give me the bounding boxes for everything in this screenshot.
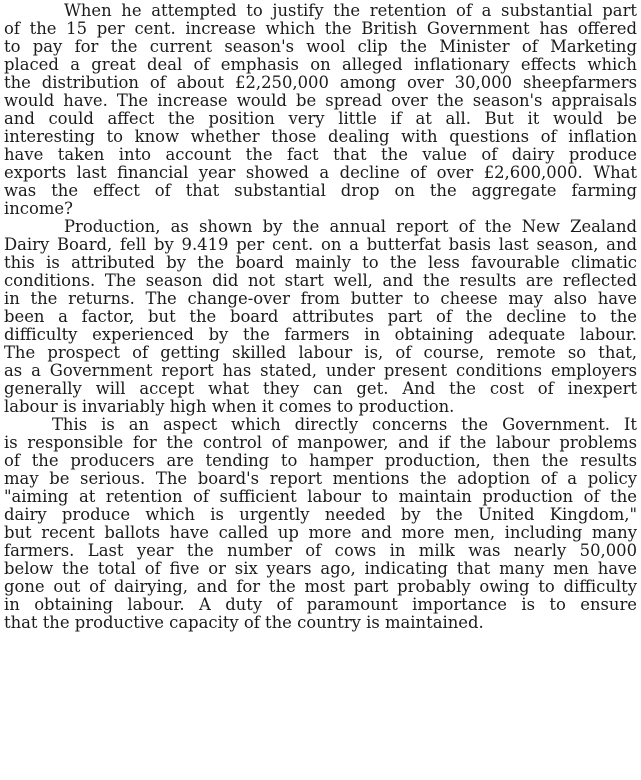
text-line: in the returns. The change-over from butter to cheese may also have — [4, 290, 637, 308]
text-line: dairy produce which is urgently needed by the United Kingdom," — [4, 506, 637, 524]
text-line: exports last financial year showed a decline of over £2,600,000. What — [4, 164, 637, 182]
text-line: that the productive capacity of the country is maintained. — [4, 614, 484, 632]
text-line: labour is invariably high when it comes to production. — [4, 398, 455, 416]
text-line: generally will accept what they can get. And the cost of inexpert — [4, 380, 637, 398]
text-line: of the 15 per cent. increase which the British Government has offered — [4, 20, 637, 38]
paragraph-3 — [4, 416, 637, 632]
text-line: to pay for the current season's wool clip the Minister of Marketing — [4, 38, 637, 56]
text-line: would have. The increase would be spread over the season's appraisals — [4, 92, 637, 110]
text-line: difficulty experienced by the farmers in obtaining adequate labour. — [4, 326, 637, 344]
text-line: interesting to know whether those dealing with questions of inflation — [4, 128, 637, 146]
text-line: The prospect of getting skilled labour is, of course, remote so that, — [4, 344, 637, 362]
newspaper-column — [4, 2, 637, 778]
text-line: of the producers are tending to hamper production, then the results — [4, 452, 637, 470]
text-line: been a factor, but the board attributes part of the decline to the — [4, 308, 637, 326]
text-line: gone out of dairying, and for the most part probably owing to difficulty — [4, 578, 637, 596]
text-line: "aiming at retention of sufficient labour to maintain production of the — [4, 488, 637, 506]
text-line: When he attempted to justify the retention of a substantial part — [64, 2, 637, 20]
text-line: this is attributed by the board mainly to the less favourable climatic — [4, 254, 637, 272]
text-line: placed a great deal of emphasis on alleged inflationary effects which — [4, 56, 637, 74]
text-line: as a Government report has stated, under present conditions employers — [4, 362, 637, 380]
text-line: conditions. The season did not start well, and the results are reflected — [4, 272, 637, 290]
text-line: is responsible for the control of manpower, and if the labour problems — [4, 434, 637, 452]
text-line: This is an aspect which directly concerns the Government. It — [52, 416, 637, 434]
text-line: may be serious. The board's report mentions the adoption of a policy — [4, 470, 637, 488]
text-line: in obtaining labour. A duty of paramount importance is to ensure — [4, 596, 637, 614]
text-line: Production, as shown by the annual report of the New Zealand — [64, 218, 637, 236]
text-line: have taken into account the fact that the value of dairy produce — [4, 146, 637, 164]
text-line: below the total of five or six years ago, indicating that many men have — [4, 560, 637, 578]
paragraph-2 — [4, 218, 637, 416]
text-line: farmers. Last year the number of cows in milk was nearly 50,000 — [4, 542, 637, 560]
text-line: and could affect the position very little if at all. But it would be — [4, 110, 637, 128]
paragraph-1 — [4, 2, 637, 218]
text-line: was the effect of that substantial drop on the aggregate farming — [4, 182, 637, 200]
text-line: Dairy Board, fell by 9.419 per cent. on a butterfat basis last season, and — [4, 236, 637, 254]
text-line: income? — [4, 200, 73, 218]
text-line: the distribution of about £2,250,000 among over 30,000 sheepfarmers — [4, 74, 637, 92]
text-line: but recent ballots have called up more and more men, including many — [4, 524, 637, 542]
